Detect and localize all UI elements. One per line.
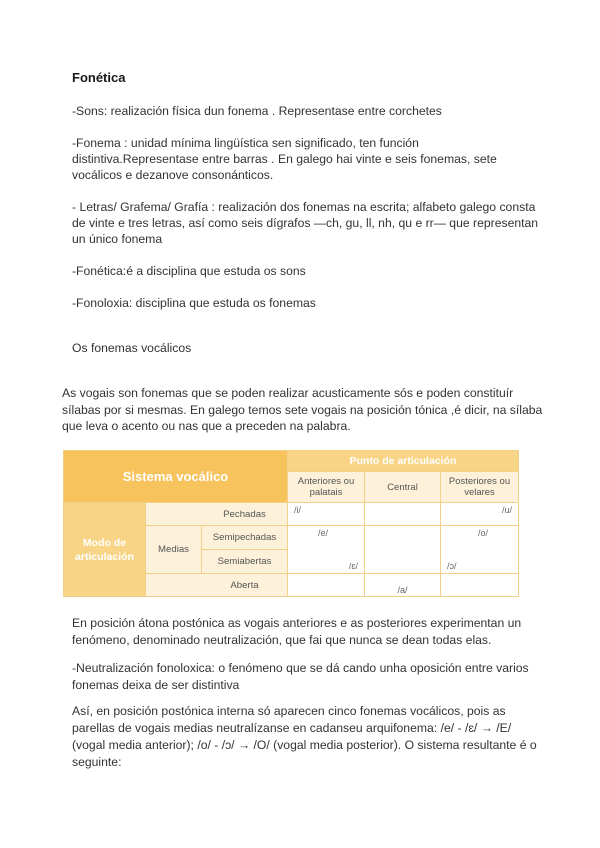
symbol-i: /i/ [294,505,302,515]
paragraph-sons: -Sons: realización física dun fonema . Representase entre corchetes [72,104,442,118]
paragraph-vogais: As vogais son fonemas que se poden realizar acusticamente sós e poden constituír sílabas por si mesmas. En galego temos sete vogais na posición tónica ,é dicir, na sílaba que leva o acento ou nas que a preceden na palabra. [62,386,543,433]
header-posteriores: Posteriores ou velares [441,472,519,503]
cell-aberta-central [365,574,441,597]
header-punto: Punto de articulación [288,451,519,472]
cell-pechadas-central [365,503,441,526]
paragraph-interna: Así, en posición postónica interna só aparecen cinco fonemas vocálicos, pois as parellas de vogais medias neutralízanse en cadanseu arquifonema: /e/ - /ɛ/ → /E/ (vogal media anterior); /o/ - /ɔ/ → /O/ (vogal media posterior). O sistema resultante é o seguinte: [72,704,537,769]
symbol-open-o: /ɔ/ [447,561,457,571]
symbol-u: /u/ [501,505,512,515]
page-title: Fonética [72,70,126,85]
header-anteriores: Anteriores ou palatais [288,472,365,503]
paragraph-neutralizacion: -Neutralización fonoloxica: o fenómeno que se dá cando unha oposición entre varios fonemas deixa de ser distintiva [72,661,529,692]
symbol-open-e: /ɛ/ [348,561,358,571]
row-label-semiabertas: Semiabertas [202,550,288,574]
row-label-medias: Medias [146,526,202,574]
row-spacer [146,503,202,526]
cell-medias-central [365,526,441,574]
paragraph-fonema: -Fonema : unidad mínima lingüística sen significado, ten función distintiva.Representase entre barras . En galego hai vinte e seis fonemas, sete vocálicos e dezanove consonánticos. [72,136,497,182]
vowel-system-table [63,450,519,597]
symbol-e: /e/ [318,528,329,538]
cell-pechadas-anterior [288,503,365,526]
cell-medias-posterior [441,526,519,574]
paragraph-fonetica: -Fonética:é a disciplina que estuda os sons [72,264,306,278]
paragraph-letras: - Letras/ Grafema/ Grafía : realización dos fonemas na escrita; alfabeto galego consta de vinte e tres letras, así como seis dígrafos —ch, gu, ll, nh, qu e rr— que representan un único fonema [72,200,539,246]
row-label-pechadas: Pechadas [202,503,288,526]
symbol-o: /o/ [477,528,488,538]
header-modo: Modo de articulación [64,503,146,597]
symbol-a: /a/ [397,585,408,595]
cell-pechadas-posterior [441,503,519,526]
header-central: Central [365,472,441,503]
row-label-aberta: Aberta [202,574,288,597]
row-label-semipechadas: Semipechadas [202,526,288,550]
table-title: Sistema vocálico [64,451,288,503]
section-subtitle: Os fonemas vocálicos [72,341,192,355]
paragraph-atona: En posición átona postónica as vogais anteriores e as posteriores experimentan un fenómeno, denominado neutralización, que fai que nunca se dean todas elas. [72,616,522,647]
paragraph-fonoloxia: -Fonoloxia: disciplina que estuda os fonemas [72,296,316,310]
row-spacer [146,574,202,597]
cell-aberta-anterior [288,574,365,597]
cell-medias-anterior [288,526,365,574]
cell-aberta-posterior [441,574,519,597]
